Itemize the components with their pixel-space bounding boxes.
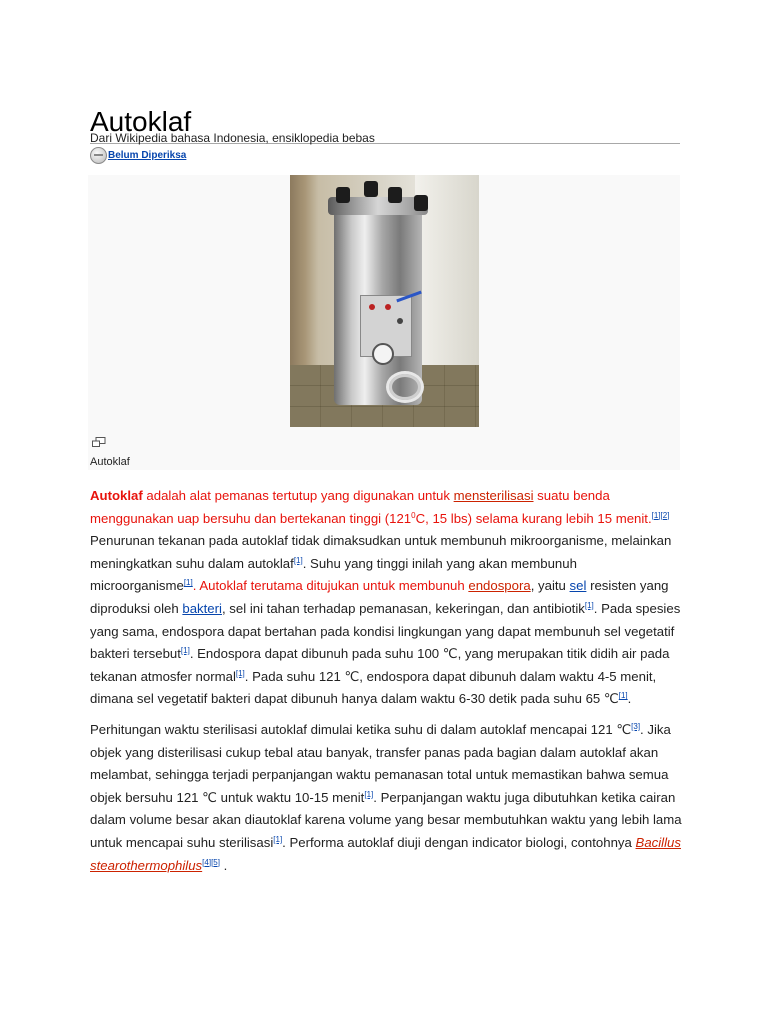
ref-link[interactable]: [1] bbox=[584, 600, 594, 610]
unreviewed-icon bbox=[90, 147, 107, 164]
text-run: suatu benda menggunakan uap bersuhu dan bertekanan tinggi (121 bbox=[90, 488, 610, 526]
photo-knob bbox=[364, 181, 378, 197]
photo-hose-coil bbox=[386, 371, 424, 403]
text-run: adalah alat pemanas tertutup yang digunakan untuk bbox=[142, 488, 454, 503]
text-run: . Pada suhu 121 ℃, endospora dapat dibunuh dalam waktu 4-5 menit, dimana sel vegetatif bakteri dapat dibunuh hanya dalam waktu 6-30 detik pada suhu 65 ℃ bbox=[90, 668, 657, 707]
text-run: C, 15 lbs) selama kurang lebih 15 menit. bbox=[415, 510, 652, 526]
text-run: Perhitungan waktu sterilisasi autoklaf dimulai ketika suhu di dalam autoklaf mencapai 121 ℃ bbox=[90, 722, 632, 737]
text-run: Penurunan tekanan pada autoklaf tidak dimaksudkan untuk membunuh mikroorganisme, melainkan meningkatkan suhu dalam autoklaf bbox=[90, 533, 672, 571]
text-run: . bbox=[219, 857, 228, 873]
site-tagline: Dari Wikipedia bahasa Indonesia, ensiklopedia bebas bbox=[90, 131, 375, 145]
photo-knob bbox=[388, 187, 402, 203]
ref-link[interactable]: [3] bbox=[631, 722, 641, 731]
link-bacillus[interactable]: Bacillus stearothermophilus bbox=[90, 834, 681, 873]
ref-link[interactable]: [1] bbox=[180, 646, 190, 656]
page-title: Autoklaf bbox=[90, 105, 680, 144]
link-sel[interactable]: sel bbox=[569, 578, 587, 594]
term-autoklaf: Autoklaf bbox=[90, 488, 143, 503]
text-run: , sel ini tahan terhadap pemanasan, kekeringan, dan antibiotik bbox=[221, 600, 585, 616]
review-status-link[interactable]: Belum Diperiksa bbox=[108, 149, 187, 161]
link-mensterilisasi[interactable]: mensterilisasi bbox=[453, 488, 534, 503]
autoclave-photo[interactable] bbox=[290, 175, 479, 427]
text-run: resisten yang diproduksi oleh bbox=[90, 578, 669, 616]
text-run: . Suhu yang tinggi inilah yang akan membunuh microorganisme bbox=[90, 555, 577, 594]
ref-link[interactable]: [1] bbox=[293, 555, 303, 565]
photo-knob bbox=[414, 195, 428, 211]
ref-link[interactable]: [1] bbox=[364, 789, 374, 799]
text-run: . Autoklaf terutama ditujukan untuk membunuh bbox=[192, 578, 469, 594]
photo-gauge bbox=[372, 343, 394, 365]
magnify-icon[interactable] bbox=[92, 437, 106, 447]
photo-knob bbox=[336, 187, 350, 203]
ref-link[interactable]: [5] bbox=[211, 857, 220, 867]
text-run: . bbox=[627, 691, 632, 707]
ref-link[interactable]: [2] bbox=[660, 510, 670, 520]
link-endospora[interactable]: endospora bbox=[468, 578, 531, 594]
figure-caption: Autoklaf bbox=[90, 456, 130, 468]
text-run: . Pada spesies yang sama, endospora dapat bertahan pada kondisi lingkungan yang dapat membunuh sel vegetatif bakteri tersebut bbox=[90, 600, 681, 662]
text-run: . Performa autoklaf diuji dengan indicator biologi, contohnya bbox=[282, 834, 636, 850]
ref-link[interactable]: [4] bbox=[202, 857, 212, 867]
text-run: . Perpanjangan waktu juga dibutuhkan ketika cairan dalam volume besar akan diautoklaf karena volume yang besar membutuhkan waktu yang lebih lama untuk mencapai suhu sterilisasi bbox=[90, 789, 682, 850]
paragraph-sterilization bbox=[90, 719, 682, 877]
paragraph-intro bbox=[90, 485, 682, 711]
degree-sup: 0 bbox=[411, 510, 416, 520]
ref-link[interactable]: [1] bbox=[651, 510, 661, 520]
ref-link[interactable]: [1] bbox=[618, 691, 628, 701]
link-bakteri[interactable]: bakteri bbox=[182, 600, 222, 616]
ref-link[interactable]: [1] bbox=[273, 834, 283, 844]
article-figure bbox=[88, 175, 680, 470]
ref-link[interactable]: [1] bbox=[183, 578, 193, 588]
ref-link[interactable]: [1] bbox=[235, 668, 245, 678]
text-run: , yaitu bbox=[530, 578, 570, 594]
text-run: . Endospora dapat dibunuh pada suhu 100 ℃, yang merupakan titik didih air pada tekanan atmosfer normal bbox=[90, 646, 670, 684]
review-status bbox=[90, 146, 186, 164]
text-run: . Jika objek yang disterilisasi cukup tebal atau banyak, transfer panas pada bagian dalam autoklaf akan melambat, sehingga terjadi perpanjangan waktu pemanasan total untuk memastikan bahwa semua objek bersuhu 121 ℃ untuk waktu 10-15 menit bbox=[90, 722, 671, 805]
